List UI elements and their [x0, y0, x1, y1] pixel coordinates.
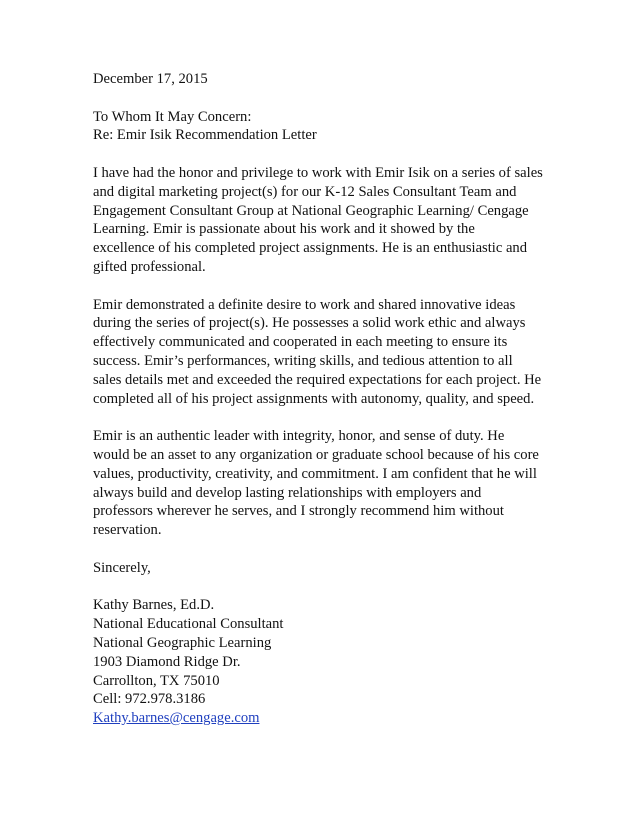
spacer	[93, 89, 563, 108]
signer-organization: National Geographic Learning	[93, 634, 272, 651]
paragraph-line: professors wherever he serves, and I strongly recommend him without	[93, 503, 504, 520]
spacer	[93, 145, 563, 164]
signer-title: National Educational Consultant	[93, 616, 284, 633]
letter-subject: Re: Emir Isik Recommendation Letter	[93, 127, 317, 144]
paragraph-line: excellence of his completed project assignments. He is an enthusiastic and	[93, 240, 528, 257]
paragraph-line: Engagement Consultant Group at National Geographic Learning/ Cengage	[93, 202, 529, 219]
paragraph-line: and digital marketing project(s) for our K-12 Sales Consultant Team and	[93, 183, 517, 200]
signer-address-line1: 1903 Diamond Ridge Dr.	[93, 653, 241, 670]
paragraph-2	[93, 296, 563, 409]
letter-closing: Sincerely,	[93, 559, 151, 576]
paragraph-line: Learning. Emir is passionate about his work and it showed by the	[93, 221, 475, 238]
paragraph-line: Emir demonstrated a definite desire to work and shared innovative ideas	[93, 296, 516, 313]
paragraph-line: reservation.	[93, 522, 162, 539]
spacer	[93, 578, 563, 597]
signer-cell: Cell: 972.978.3186	[93, 691, 206, 708]
paragraph-line: completed all of his project assignments with autonomy, quality, and speed.	[93, 390, 535, 407]
paragraph-line: would be an asset to any organization or graduate school because of his core	[93, 446, 539, 463]
paragraph-line: success. Emir’s performances, writing skills, and tedious attention to all	[93, 352, 513, 369]
paragraph-1	[93, 164, 563, 277]
paragraph-line: sales details met and exceeded the required expectations for each project. He	[93, 371, 542, 388]
letter-salutation: To Whom It May Concern:	[93, 108, 252, 125]
signature-block	[93, 596, 563, 728]
spacer	[93, 408, 563, 427]
letter-date: December 17, 2015	[93, 71, 208, 87]
paragraph-line: always build and develop lasting relationships with employers and	[93, 484, 482, 501]
paragraph-line: I have had the honor and privilege to work with Emir Isik on a series of sales	[93, 164, 543, 181]
signer-address-line2: Carrollton, TX 75010	[93, 672, 220, 689]
paragraph-line: gifted professional.	[93, 258, 206, 275]
paragraph-line: effectively communicated and cooperated in each meeting to ensure its	[93, 334, 508, 351]
spacer	[93, 540, 563, 559]
signer-name: Kathy Barnes, Ed.D.	[93, 597, 215, 614]
recommendation-letter	[93, 70, 563, 728]
paragraph-line: during the series of project(s). He possesses a solid work ethic and always	[93, 315, 526, 332]
paragraph-line: values, productivity, creativity, and commitment. I am confident that he will	[93, 465, 537, 482]
signer-email-link[interactable]: Kathy.barnes@cengage.com	[93, 710, 260, 727]
spacer	[93, 277, 563, 296]
paragraph-line: Emir is an authentic leader with integrity, honor, and sense of duty. He	[93, 428, 505, 445]
paragraph-3	[93, 427, 563, 540]
